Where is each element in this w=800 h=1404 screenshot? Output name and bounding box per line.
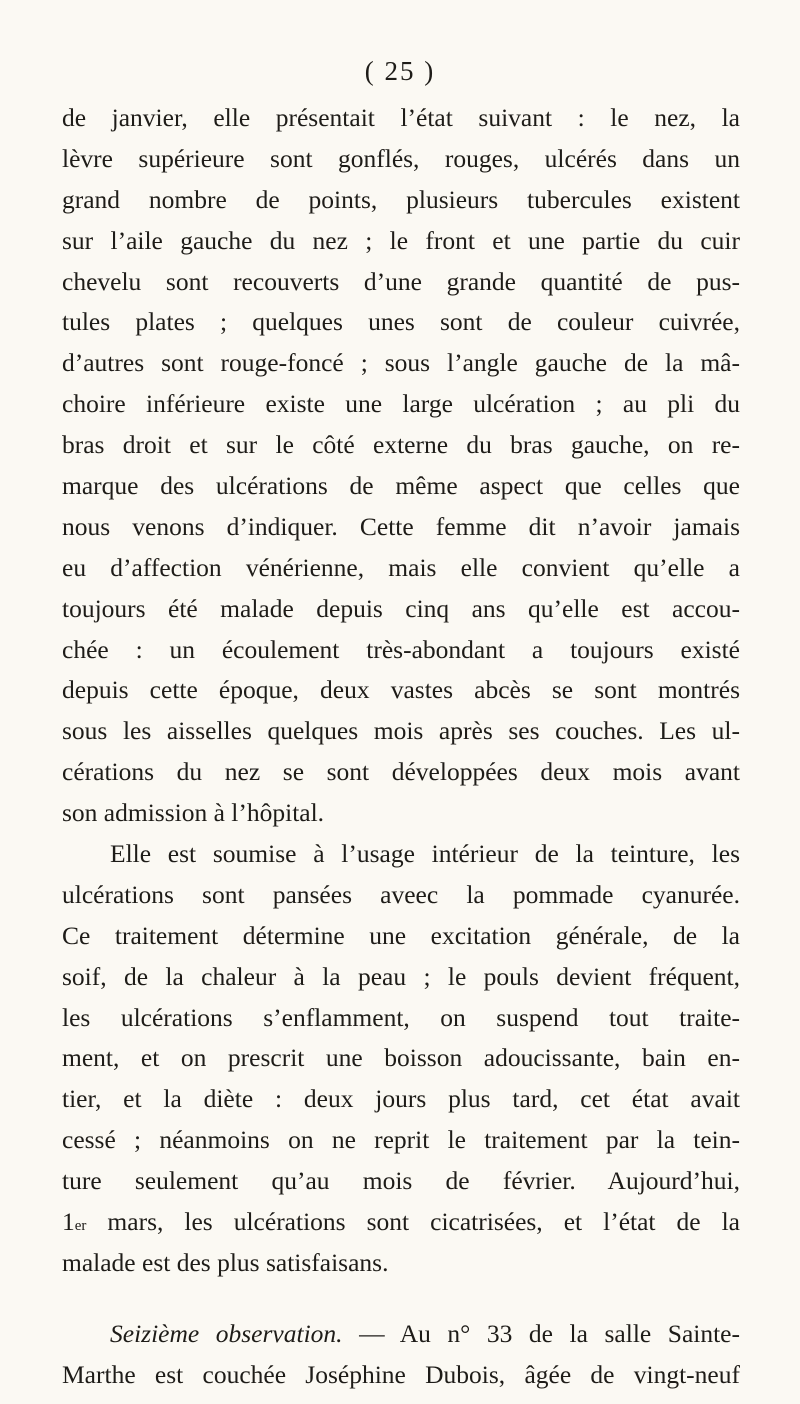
observation-title: Seizième observation. [110, 1318, 343, 1348]
ordinal-superscript: er [74, 1218, 87, 1235]
paragraph-2 [62, 834, 740, 1284]
text-line: malade est des plus satisfaisans. [62, 1247, 389, 1277]
observation-paragraph [62, 1314, 740, 1396]
text-line: tules plates ; quelques unes sont de couleur cuivrée, [62, 307, 740, 337]
line-rest: mars, les ulcérations sont cicatrisées, et l’état de la [86, 1207, 740, 1237]
text-line: Marthe est couchée Joséphine Dubois, âgée de vingt-neuf [62, 1359, 740, 1389]
text-line: ment, et on prescrit une boisson adoucissante, bain en- [62, 1043, 740, 1073]
text-line: ture seulement qu’au mois de février. Aujourd’hui, [62, 1166, 740, 1196]
text-line [62, 1202, 740, 1243]
text-line: de janvier, elle présentait l’état suivant : le nez, la [62, 103, 740, 132]
text-line: choire inférieure existe une large ulcération ; au pli du [62, 389, 740, 419]
text-line: Elle est soumise à l’usage intérieur de la teinture, les [110, 839, 740, 869]
text-line [62, 1314, 740, 1355]
paragraph-1 [62, 98, 740, 834]
observation-line-rest: — Au n° 33 de la salle Sainte- [342, 1318, 740, 1348]
text-line: tier, et la diète : deux jours plus tard, cet état avait [62, 1084, 740, 1114]
text-line: cérations du nez se sont développées deux mois avant [62, 757, 740, 787]
text-line: toujours été malade depuis cinq ans qu’elle est accou- [62, 593, 740, 623]
text-line: lèvre supérieure sont gonflés, rouges, ulcérés dans un [62, 143, 740, 173]
text-line: soif, de la chaleur à la peau ; le pouls devient fréquent, [62, 961, 740, 991]
page-number: ( 25 ) [364, 56, 436, 86]
paragraph-gap [62, 1284, 740, 1314]
text-line: grand nombre de points, plusieurs tubercules existent [62, 184, 740, 214]
text-line: bras droit et sur le côté externe du bras gauche, on re- [62, 430, 740, 460]
body-text [62, 98, 740, 1396]
text-line: eu d’affection vénérienne, mais elle convient qu’elle a [62, 552, 740, 582]
text-line: sous les aisselles quelques mois après ses couches. Les ul- [62, 716, 740, 746]
text-line: chée : un écoulement très-abondant a toujours existé [62, 634, 740, 664]
text-line: les ulcérations s’enflamment, on suspend tout traite- [62, 1002, 740, 1032]
text-line: son admission à l’hôpital. [62, 798, 325, 828]
text-line: cessé ; néanmoins on ne reprit le traitement par la tein- [62, 1125, 740, 1155]
text-line: sur l’aile gauche du nez ; le front et une partie du cuir [62, 225, 740, 255]
text-line: marque des ulcérations de même aspect que celles que [62, 471, 740, 501]
text-line: ulcérations sont pansées aveec la pommade cyanurée. [62, 879, 740, 909]
text-line: chevelu sont recouverts d’une grande quantité de pus- [62, 266, 740, 296]
ordinal-number: 1 [62, 1207, 75, 1237]
text-line: nous venons d’indiquer. Cette femme dit n’avoir jamais [62, 511, 740, 541]
text-line: Ce traitement détermine une excitation générale, de la [62, 920, 740, 950]
text-line: d’autres sont rouge-foncé ; sous l’angle gauche de la mâ- [62, 348, 740, 378]
text-line: depuis cette époque, deux vastes abcès se sont montrés [62, 675, 740, 705]
